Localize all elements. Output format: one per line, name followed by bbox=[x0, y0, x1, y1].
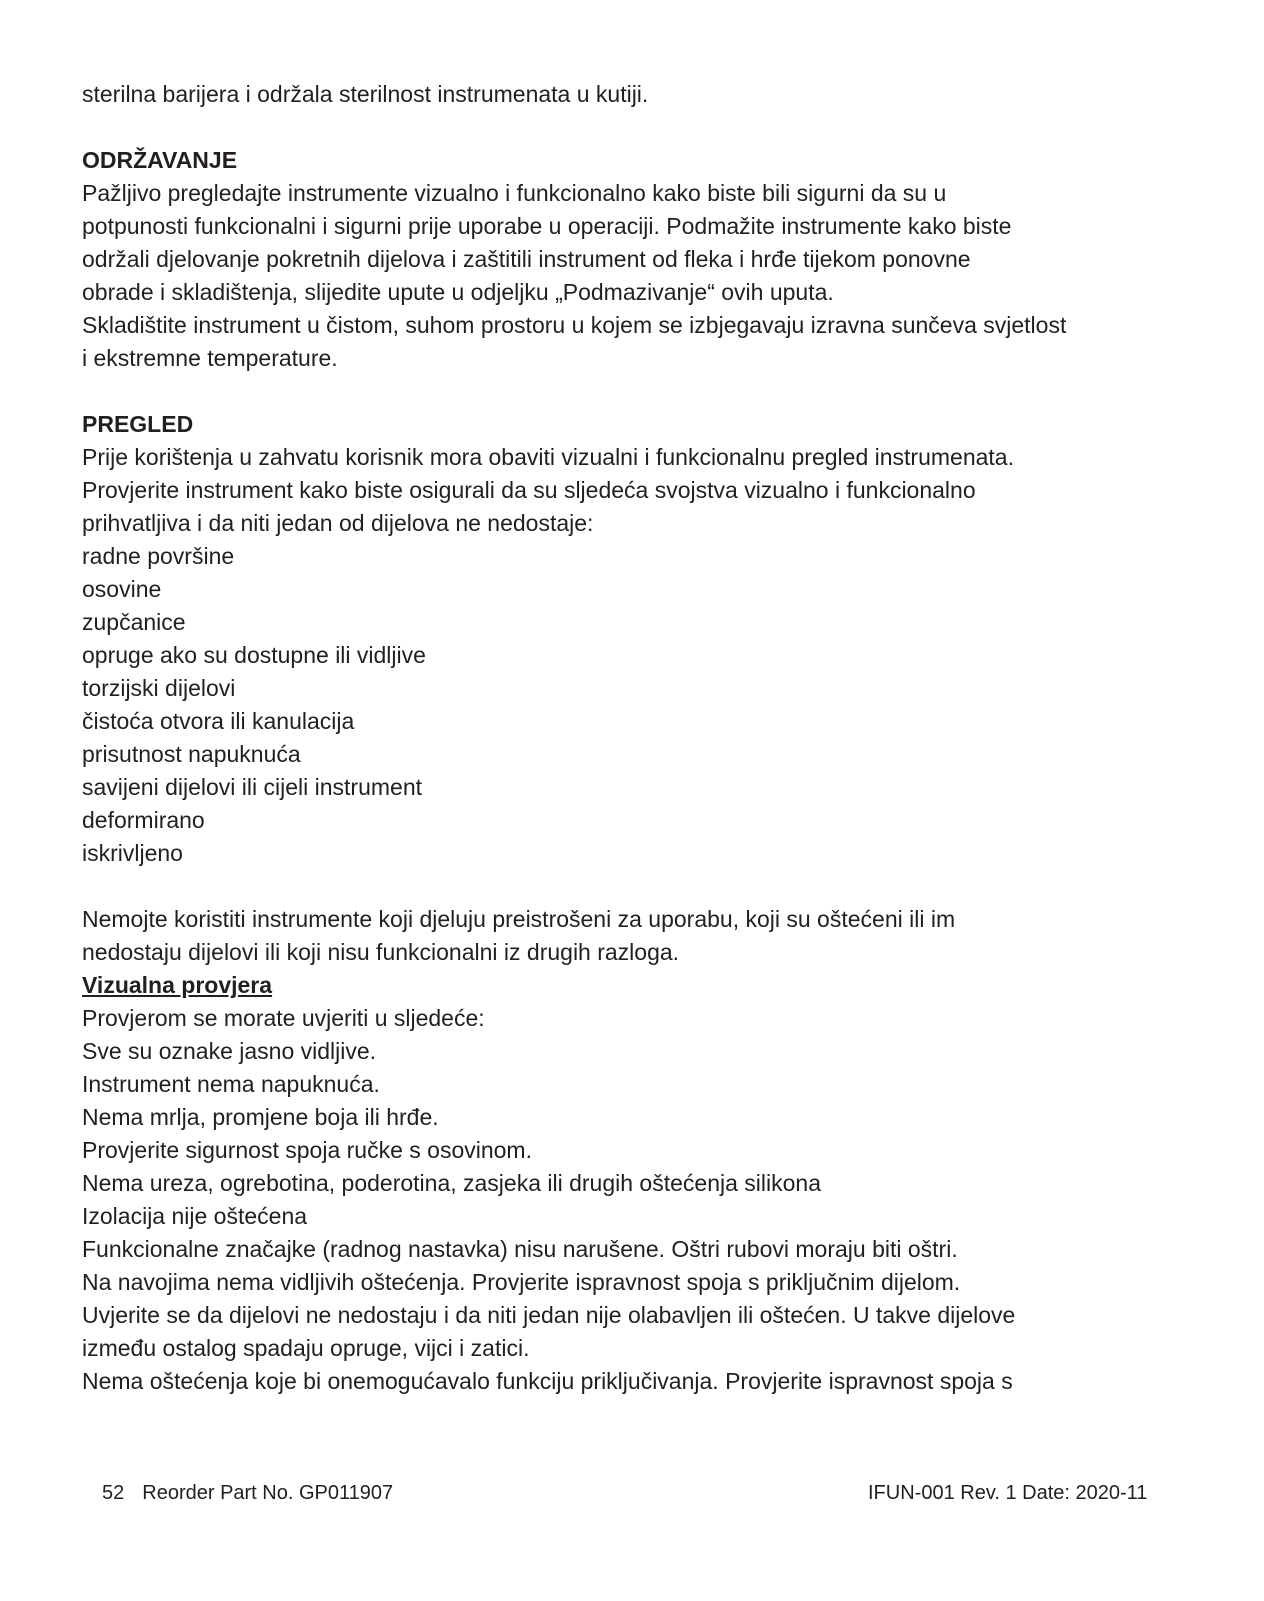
visual-check-line: Sve su oznake jasno vidljive. bbox=[82, 1038, 377, 1064]
document-revision: IFUN-001 Rev. 1 Date: 2020-11 bbox=[868, 1482, 1148, 1504]
visual-check-line: Izolacija nije oštećena bbox=[82, 1203, 308, 1229]
visual-check-heading: Vizualna provjera bbox=[82, 972, 273, 998]
spacer bbox=[82, 111, 1192, 144]
maintenance-line: potpunosti funkcionalni i sigurni prije uporabe u operaciji. Podmažite instrumente kako biste bbox=[82, 213, 1012, 239]
inspection-line: Provjerite instrument kako biste osigurali da su sljedeća svojstva vizualno i funkcionalno bbox=[82, 477, 976, 503]
visual-check-line: Instrument nema napuknuća. bbox=[82, 1071, 380, 1097]
visual-check-line: Uvjerite se da dijelovi ne nedostaju i da niti jedan nije olabavljen ili oštećen. U takve dijelove bbox=[82, 1302, 1016, 1328]
visual-check-line: Provjerom se morate uvjeriti u sljedeće: bbox=[82, 1005, 485, 1031]
maintenance-heading: ODRŽAVANJE bbox=[82, 147, 238, 173]
visual-check-line: Nema mrlja, promjene boja ili hrđe. bbox=[82, 1104, 439, 1130]
inspection-item: deformirano bbox=[82, 807, 205, 833]
inspection-heading: PREGLED bbox=[82, 411, 194, 437]
maintenance-line: održali djelovanje pokretnih dijelova i zaštitili instrument od fleka i hrđe tijekom ponovne bbox=[82, 246, 971, 272]
warning-line: nedostaju dijelovi ili koji nisu funkcionalni iz drugih razloga. bbox=[82, 939, 680, 965]
inspection-line: prihvatljiva i da niti jedan od dijelova ne nedostaje: bbox=[82, 510, 594, 536]
inspection-item: iskrivljeno bbox=[82, 840, 183, 866]
reorder-part-number: Reorder Part No. GP011907 bbox=[142, 1482, 394, 1504]
document-page bbox=[82, 78, 1192, 1398]
inspection-item: prisutnost napuknuća bbox=[82, 741, 301, 767]
inspection-item: opruge ako su dostupne ili vidljive bbox=[82, 642, 426, 668]
visual-check-line: Provjerite sigurnost spoja ručke s osovinom. bbox=[82, 1137, 532, 1163]
maintenance-line: obrade i skladištenja, slijedite upute u odjeljku „Podmazivanje“ ovih uputa. bbox=[82, 279, 834, 305]
visual-check-line: Nema oštećenja koje bi onemogućavalo funkciju priključivanja. Provjerite ispravnost spoja s bbox=[82, 1368, 1013, 1394]
inspection-line: Prije korištenja u zahvatu korisnik mora obaviti vizualni i funkcionalnu pregled instrumenata. bbox=[82, 444, 1014, 470]
footer-left bbox=[102, 1482, 393, 1505]
warning-line: Nemojte koristiti instrumente koji djeluju preistrošeni za uporabu, koji su oštećeni ili im bbox=[82, 906, 956, 932]
visual-check-line: između ostalog spadaju opruge, vijci i zatici. bbox=[82, 1335, 530, 1361]
spacer bbox=[82, 870, 1192, 903]
inspection-item: torzijski dijelovi bbox=[82, 675, 236, 701]
maintenance-line: i ekstremne temperature. bbox=[82, 345, 338, 371]
intro-line: sterilna barijera i održala sterilnost instrumenata u kutiji. bbox=[82, 81, 649, 107]
page-number: 52 bbox=[102, 1482, 125, 1504]
visual-check-line: Na navojima nema vidljivih oštećenja. Provjerite ispravnost spoja s priključnim dijelom. bbox=[82, 1269, 961, 1295]
spacer bbox=[82, 375, 1192, 408]
inspection-item: čistoća otvora ili kanulacija bbox=[82, 708, 355, 734]
inspection-item: savijeni dijelovi ili cijeli instrument bbox=[82, 774, 423, 800]
inspection-item: radne površine bbox=[82, 543, 235, 569]
maintenance-line: Pažljivo pregledajte instrumente vizualno i funkcionalno kako biste bili sigurni da su u bbox=[82, 180, 947, 206]
inspection-item: osovine bbox=[82, 576, 162, 602]
inspection-item: zupčanice bbox=[82, 609, 186, 635]
visual-check-line: Funkcionalne značajke (radnog nastavka) nisu narušene. Oštri rubovi moraju biti oštri. bbox=[82, 1236, 958, 1262]
visual-check-line: Nema ureza, ogrebotina, poderotina, zasjeka ili drugih oštećenja silikona bbox=[82, 1170, 821, 1196]
maintenance-line: Skladištite instrument u čistom, suhom prostoru u kojem se izbjegavaju izravna sunčeva svjetlost bbox=[82, 312, 1067, 338]
